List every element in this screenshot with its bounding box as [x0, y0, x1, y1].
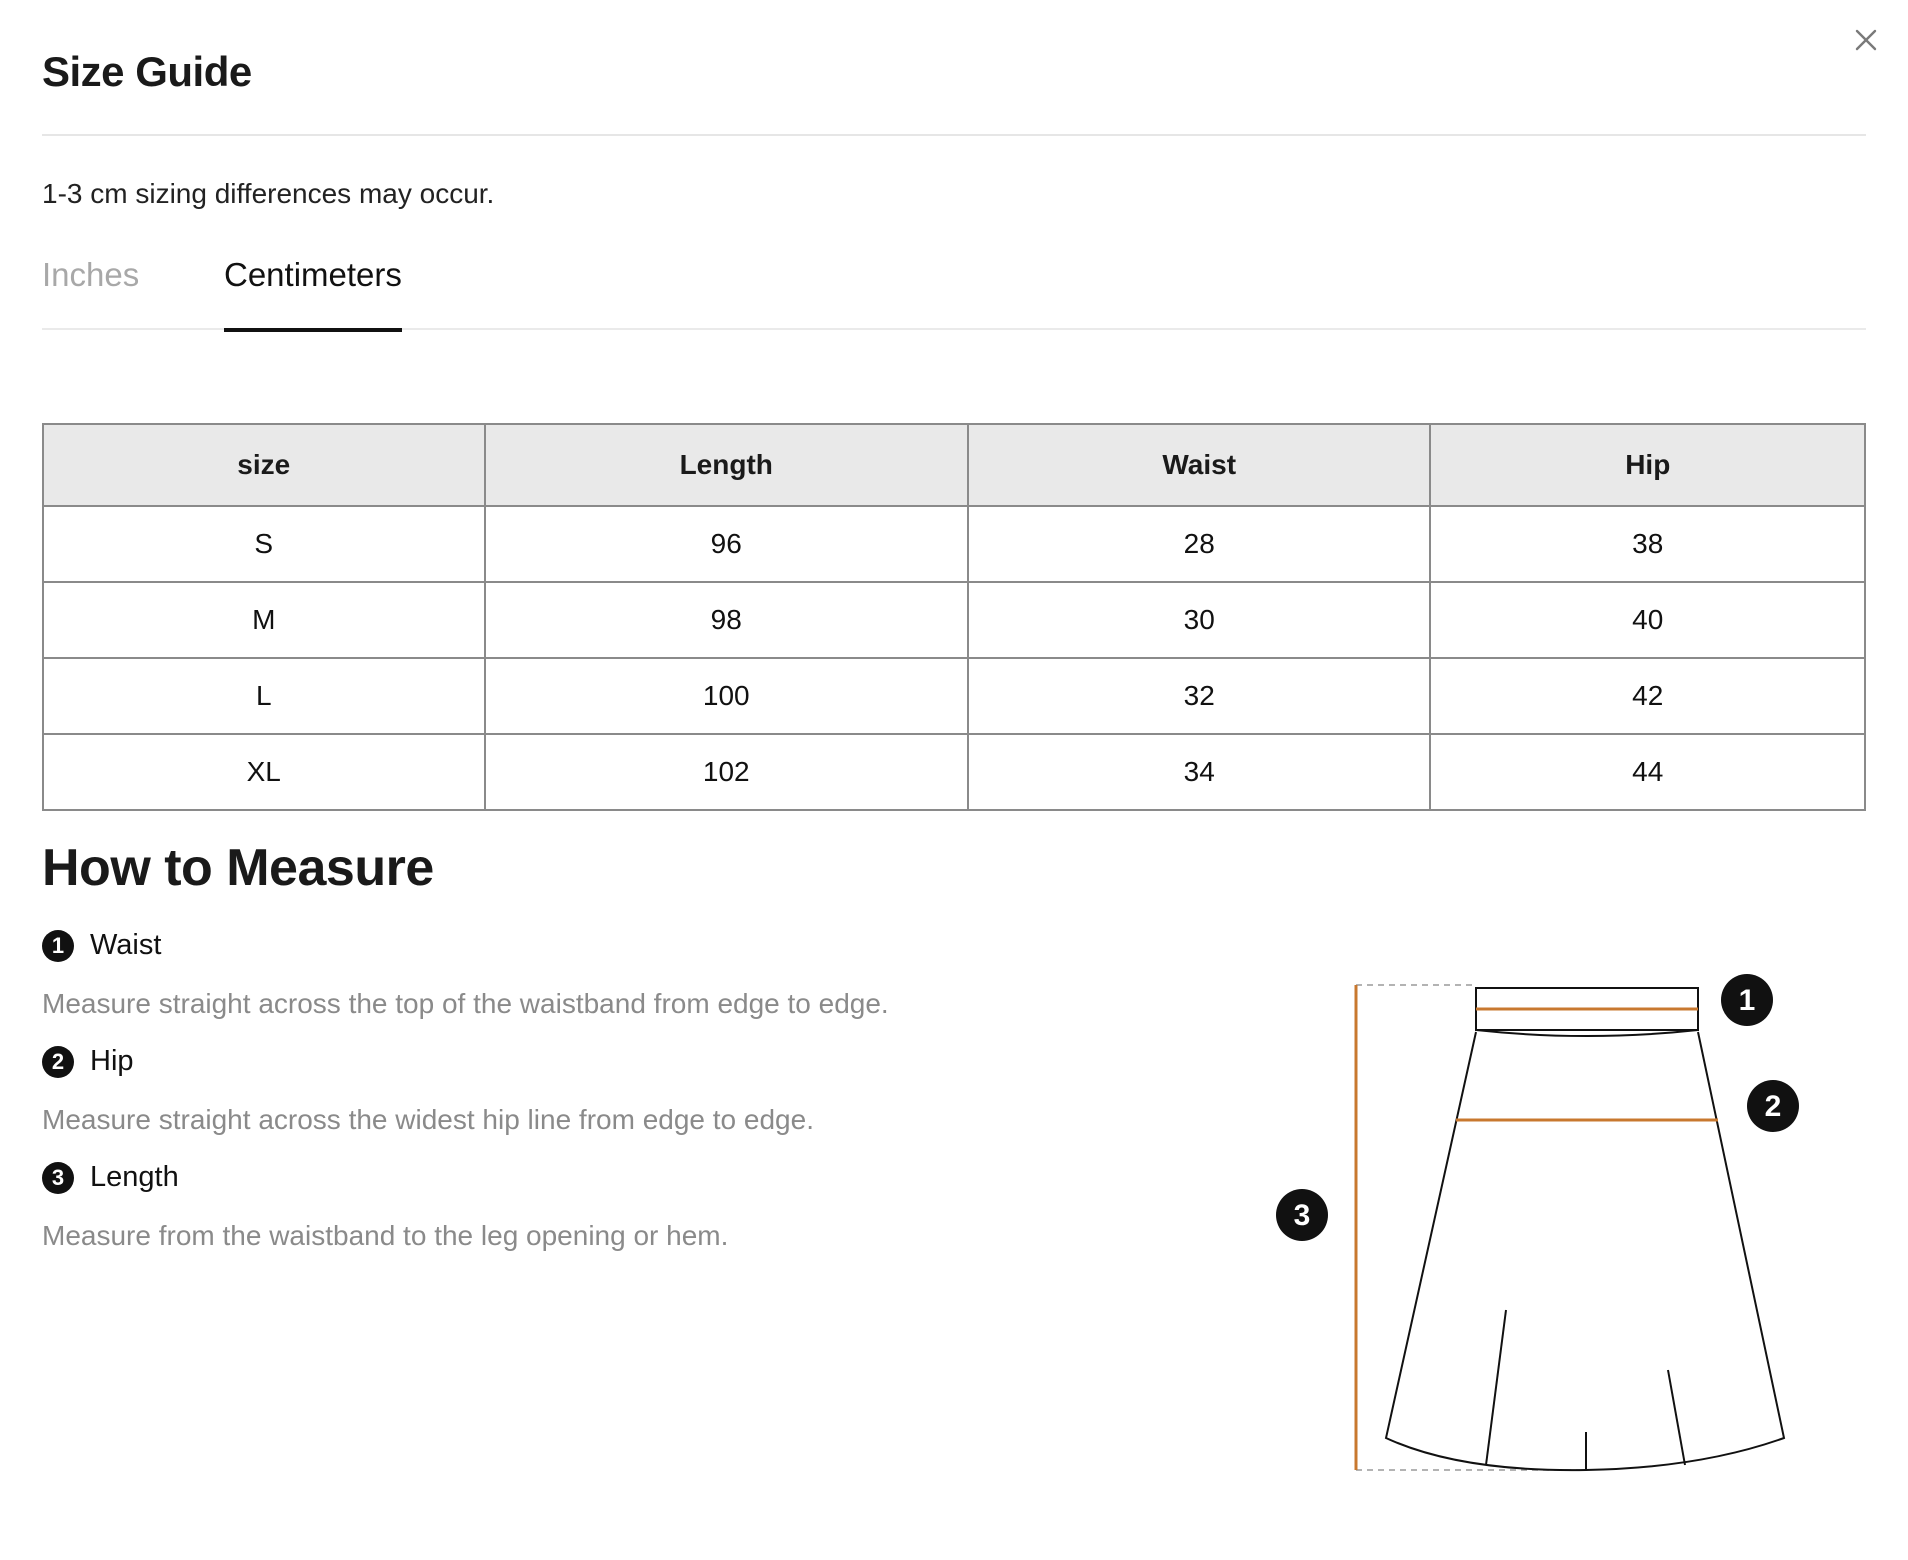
title-divider	[42, 134, 1866, 136]
step-length	[42, 1161, 179, 1194]
skirt-body	[1386, 1032, 1784, 1470]
marker-2	[1747, 1080, 1799, 1132]
step-label: Hip	[90, 1045, 134, 1077]
header-length: Length	[485, 424, 968, 506]
cell-length: 96	[485, 506, 968, 582]
svg-text:3: 3	[1293, 1199, 1311, 1232]
how-to-measure-title: How to Measure	[42, 839, 434, 897]
skirt-diagram-svg	[1270, 960, 1810, 1480]
step-label: Length	[90, 1161, 179, 1193]
tab-inches[interactable]: Inches	[42, 256, 140, 293]
cell-waist: 34	[968, 734, 1431, 810]
svg-text:1: 1	[1738, 984, 1756, 1017]
step-description: Measure straight across the top of the waistband from edge to edge.	[42, 988, 889, 1019]
unit-tabs	[42, 250, 1866, 330]
cell-length: 102	[485, 734, 968, 810]
cell-hip: 38	[1430, 506, 1865, 582]
cell-hip: 42	[1430, 658, 1865, 734]
header-hip: Hip	[1430, 424, 1865, 506]
table-header-row	[43, 424, 1865, 506]
cell-size: L	[43, 658, 485, 734]
step-description: Measure straight across the widest hip line from edge to edge.	[42, 1104, 814, 1135]
size-table	[42, 423, 1866, 811]
modal-title: Size Guide	[42, 48, 252, 95]
cell-waist: 28	[968, 506, 1431, 582]
pleat-line	[1668, 1370, 1685, 1465]
pleat-line	[1486, 1310, 1506, 1465]
sizing-note: 1-3 cm sizing differences may occur.	[42, 178, 495, 209]
header-size: size	[43, 424, 485, 506]
cell-waist: 30	[968, 582, 1431, 658]
cell-size: XL	[43, 734, 485, 810]
cell-length: 98	[485, 582, 968, 658]
svg-text:2: 2	[1764, 1090, 1782, 1123]
step-hip	[42, 1045, 134, 1078]
header-waist: Waist	[968, 424, 1431, 506]
step-number-badge: 1	[42, 930, 74, 962]
cell-length: 100	[485, 658, 968, 734]
close-icon	[1848, 22, 1884, 58]
marker-3	[1276, 1189, 1328, 1241]
marker-1	[1721, 974, 1773, 1026]
cell-hip: 40	[1430, 582, 1865, 658]
step-waist	[42, 929, 161, 962]
table-row	[43, 734, 1865, 810]
cell-size: M	[43, 582, 485, 658]
tab-centimeters[interactable]: Centimeters	[224, 250, 402, 330]
cell-size: S	[43, 506, 485, 582]
table-row	[43, 658, 1865, 734]
step-number-badge: 3	[42, 1162, 74, 1194]
cell-waist: 32	[968, 658, 1431, 734]
cell-hip: 44	[1430, 734, 1865, 810]
table-row	[43, 506, 1865, 582]
step-description: Measure from the waistband to the leg opening or hem.	[42, 1220, 729, 1251]
skirt-measurement-diagram	[1270, 960, 1810, 1480]
step-label: Waist	[90, 929, 162, 961]
close-button[interactable]	[1848, 22, 1884, 58]
step-number-badge: 2	[42, 1046, 74, 1078]
table-row	[43, 582, 1865, 658]
